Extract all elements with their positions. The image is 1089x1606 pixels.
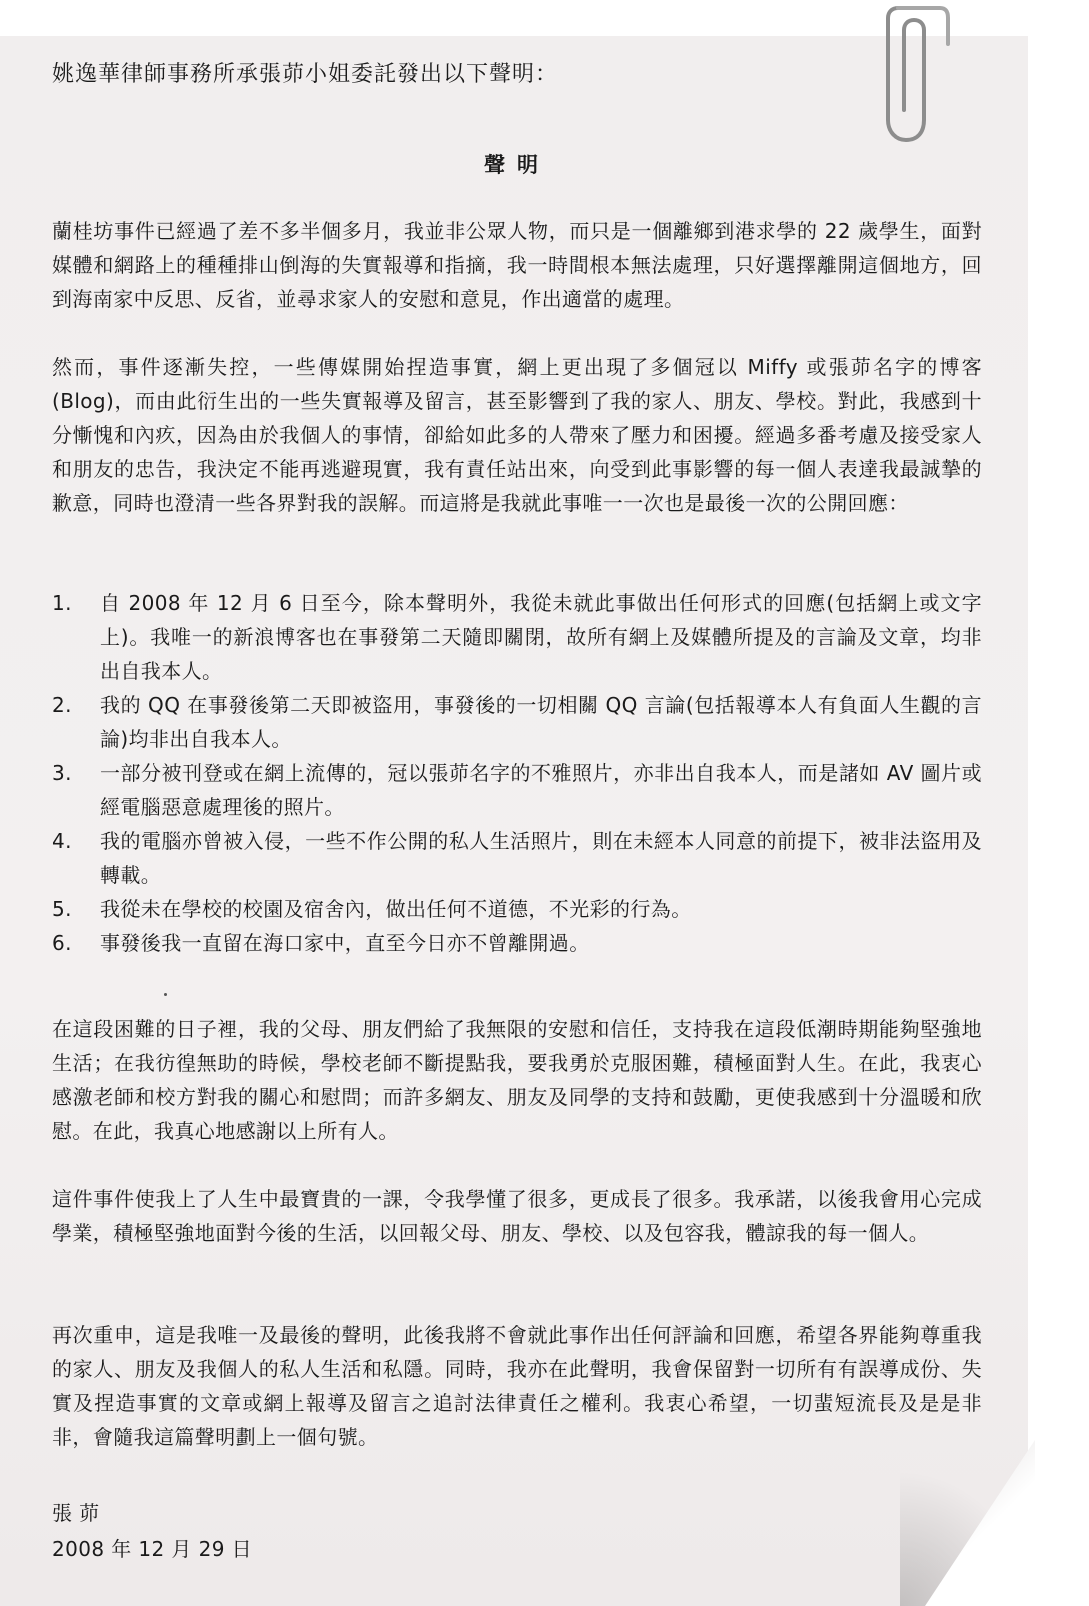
- list-item-number: 3.: [52, 761, 72, 785]
- list-item-text: 自 2008 年 12 月 6 日至今，除本聲明外，我從未就此事做出任何形式的回應(包括網上或文字上)。我唯一的新浪博客也在事發第二天隨即關閉，故所有網上及媒體所提及的言論及文章，均非出自我本人。: [100, 591, 982, 683]
- list-item: [52, 824, 982, 892]
- list-item: [52, 688, 982, 756]
- paragraph-3: 在這段困難的日子裡，我的父母、朋友們給了我無限的安慰和信任，支持我在這段低潮時期能夠堅強地生活；在我彷徨無助的時候，學校老師不斷提點我，要我勇於克服困難，積極面對人生。在此，我衷心感激老師和校方對我的關心和慰問；而許多網友、朋友及同學的支持和鼓勵，更使我感到十分溫暖和欣慰。在此，我真心地感謝以上所有人。: [52, 1017, 982, 1143]
- list-item-number: 1.: [52, 591, 72, 615]
- list-item: [52, 926, 982, 960]
- list-item-text: 我從未在學校的校園及宿舍內，做出任何不道德，不光彩的行為。: [100, 897, 692, 921]
- list-item-number: 4.: [52, 829, 72, 853]
- paragraph-5: 再次重申，這是我唯一及最後的聲明，此後我將不會就此事作出任何評論和回應，希望各界能夠尊重我的家人、朋友及我個人的私人生活和私隱。同時，我亦在此聲明，我會保留對一切所有有誤導成份、失實及捏造事實的文章或網上報導及留言之追討法律責任之權利。我衷心希望，一切蜚短流長及是是非非，會隨我這篇聲明劃上一個句號。: [52, 1323, 982, 1449]
- list-item: [52, 892, 982, 926]
- list-item-text: 一部分被刊登或在網上流傳的，冠以張茆名字的不雅照片，亦非出自我本人，而是諸如 AV 圖片或經電腦惡意處理後的照片。: [100, 761, 982, 819]
- paragraph-4: 這件事件使我上了人生中最寶貴的一課，令我學懂了很多，更成長了很多。我承諾，以後我會用心完成學業，積極堅強地面對今後的生活，以回報父母、朋友、學校、以及包容我，體諒我的每一個人。: [52, 1187, 982, 1245]
- paperclip-icon: [878, 0, 958, 150]
- paragraph-1: 蘭桂坊事件已經過了差不多半個多月，我並非公眾人物，而只是一個離鄉到港求學的 22 歲學生，面對媒體和網路上的種種排山倒海的失實報導和指摘，我一時間根本無法處理，只好選擇離開這個地方，回到海南家中反思、反省，並尋求家人的安慰和意見，作出適當的處理。: [52, 219, 982, 311]
- list-item-text: 我的 QQ 在事發後第二天即被盜用，事發後的一切相關 QQ 言論(包括報導本人有負面人生觀的言論)均非出自我本人。: [100, 693, 982, 751]
- signature-name: 張 茆: [52, 1501, 100, 1525]
- statement-list: [52, 586, 982, 960]
- list-item-text: 事發後我一直留在海口家中，直至今日亦不曾離開過。: [100, 931, 590, 955]
- document-header: 姚逸華律師事務所承張茆小姐委託發出以下聲明：: [52, 62, 559, 87]
- list-item-number: 6.: [52, 931, 72, 955]
- list-item: [52, 586, 982, 688]
- list-item: [52, 756, 982, 824]
- list-item-text: 我的電腦亦曾被入侵，一些不作公開的私人生活照片，則在未經本人同意的前提下，被非法盜用及轉載。: [100, 829, 982, 887]
- document-title: 聲明: [484, 153, 550, 177]
- signature-date: 2008 年 12 月 29 日: [52, 1537, 252, 1561]
- list-item-number: 2.: [52, 693, 72, 717]
- list-item-number: 5.: [52, 897, 72, 921]
- stray-mark: [164, 993, 167, 996]
- paragraph-2: 然而，事件逐漸失控，一些傳媒開始捏造事實，網上更出現了多個冠以 Miffy 或張茆名字的博客(Blog)，而由此衍生出的一些失實報導及留言，甚至影響到了我的家人、朋友、學校。對此，我感到十分慚愧和內疚，因為由於我個人的事情，卻給如此多的人帶來了壓力和困擾。經過多番考慮及接受家人和朋友的忠告，我決定不能再逃避現實，我有責任站出來，向受到此事影響的每一個人表達我最誠摯的歉意，同時也澄清一些各界對我的誤解。而這將是我就此事唯一一次也是最後一次的公開回應：: [52, 355, 982, 515]
